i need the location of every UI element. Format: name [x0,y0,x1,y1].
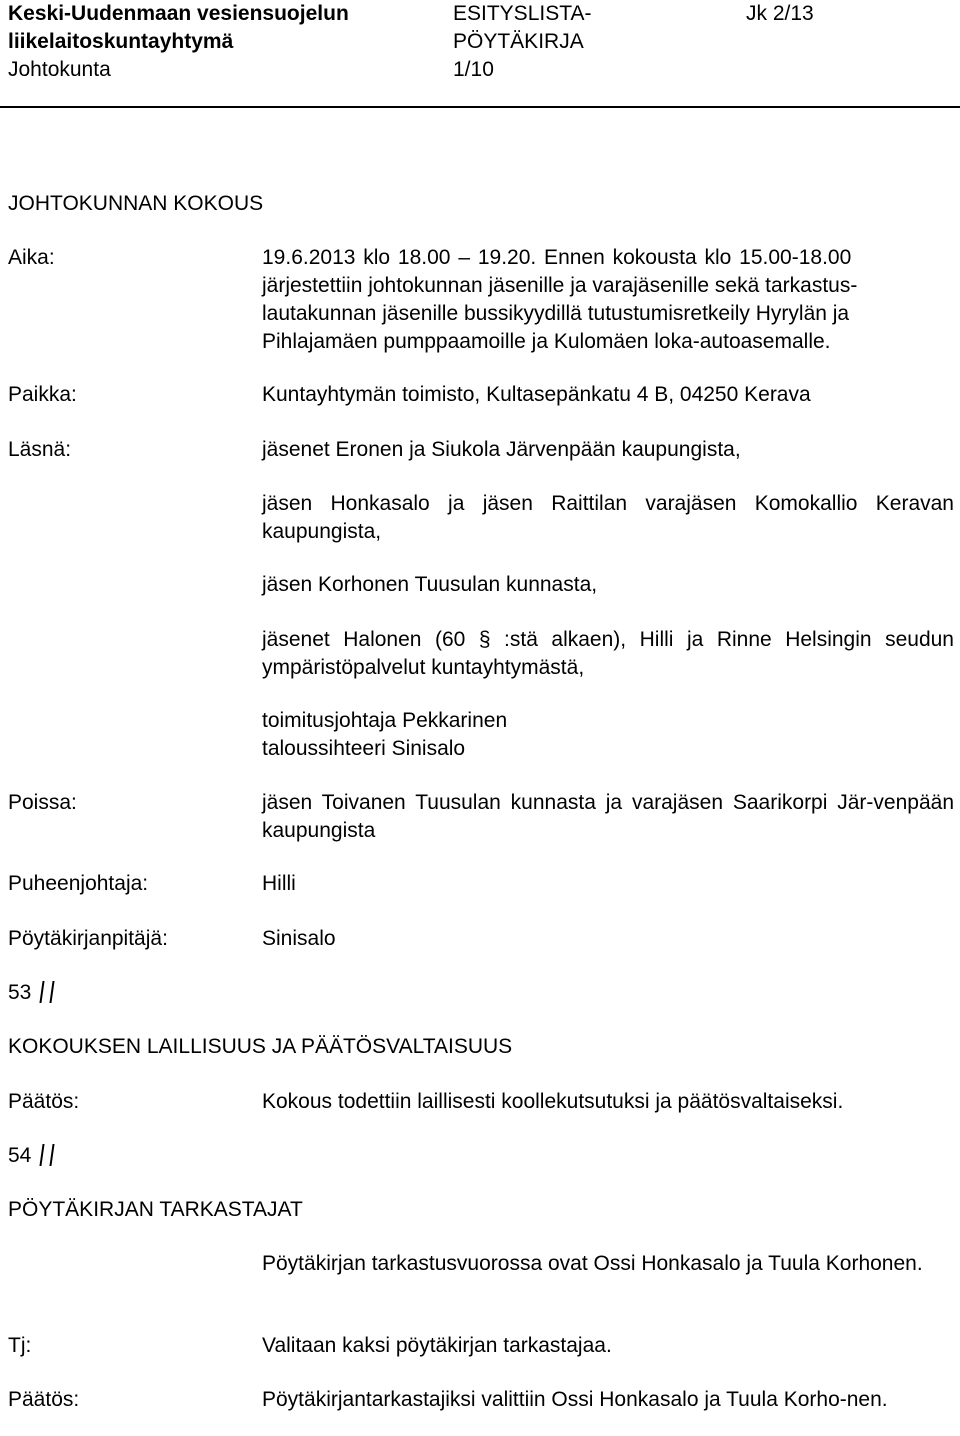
doc-type-line1: ESITYSLISTA- [453,2,592,25]
section-54-number [8,1142,53,1170]
poytakirjanpitaja-value: Sinisalo [262,927,336,950]
poissa-label: Poissa: [8,791,77,814]
section-54-number-text: 54 [8,1144,32,1167]
header-rule [0,106,960,108]
section-54-intro: Pöytäkirjan tarkastusvuorossa ovat Ossi Honkasalo ja Tuula Korhonen. [262,1252,923,1275]
section-53-paatos: Kokous todettiin laillisesti koollekutsutuksi ja päätösvaltaiseksi. [262,1090,844,1113]
doc-type-line2: PÖYTÄKIRJA [453,30,584,53]
page-number: 1/10 [453,58,494,81]
aika-value [262,244,954,356]
org-name-line1: Keski-Uudenmaan vesiensuojelun [8,2,349,25]
lasna-p1: jäsenet Eronen ja Siukola Järvenpään kaupungista, [262,438,741,461]
paikka-label: Paikka: [8,383,77,406]
section-54-tj: Valitaan kaksi pöytäkirjan tarkastajaa. [262,1334,612,1357]
section-54-paatos: Pöytäkirjantarkastajiksi valittiin Ossi Honkasalo ja Tuula Korho-nen. [262,1388,888,1411]
org-unit: Johtokunta [8,58,111,81]
lasna-p2: jäsen Honkasalo ja jäsen Raittilan varajäsen Komokallio Keravan kaupungista, [262,492,954,543]
page-title: JOHTOKUNNAN KOKOUS [8,192,264,215]
lasna-label: Läsnä: [8,438,72,461]
paikka-value: Kuntayhtymän toimisto, Kultasepänkatu 4 B, 04250 Kerava [262,383,811,406]
aika-line1: 19.6.2013 klo 18.00 – 19.20. Ennen kokousta klo 15.00-18.00 [262,246,852,269]
section-54-tj-label: Tj: [8,1334,32,1357]
org-name-line2: liikelaitoskuntayhtymä [8,30,234,53]
aika-label: Aika: [8,246,55,269]
section-53-number [8,979,53,1007]
puheenjohtaja-value: Hilli [262,872,296,895]
section-54-paatos-label: Päätös: [8,1388,80,1411]
lasna-p5b: taloussihteeri Sinisalo [262,737,466,760]
section-53-number-text: 53 [8,981,32,1004]
lasna-p3: jäsen Korhonen Tuusulan kunnasta, [262,573,598,596]
section-sign-icon [40,1144,55,1166]
puheenjohtaja-label: Puheenjohtaja: [8,872,149,895]
section-53-paatos-label: Päätös: [8,1090,80,1113]
poissa-value: jäsen Toivanen Tuusulan kunnasta ja varajäsen Saarikorpi Jär-venpään kaupungista [262,791,954,842]
meeting-number: Jk 2/13 [746,2,814,25]
section-54-heading: PÖYTÄKIRJAN TARKASTAJAT [8,1198,303,1221]
section-sign-icon [40,981,55,1003]
section-53-heading: KOKOUKSEN LAILLISUUS JA PÄÄTÖSVALTAISUUS [8,1035,513,1058]
aika-rest: järjestettiin johtokunnan jäsenille ja varajäsenille sekä tarkastus-lautakunnan jäsenille bussikyydillä tutustumisretkeily Hyrylän ja Pihlajamäen pumppaamoille ja Kulomäen loka-autoasemalle. [262,274,858,353]
poytakirjanpitaja-label: Pöytäkirjanpitäjä: [8,927,168,950]
lasna-p5a: toimitusjohtaja Pekkarinen [262,709,508,732]
lasna-p4: jäsenet Halonen (60 § :stä alkaen), Hilli ja Rinne Helsingin seudun ympäristöpalvelut kuntayhtymästä, [262,628,954,679]
